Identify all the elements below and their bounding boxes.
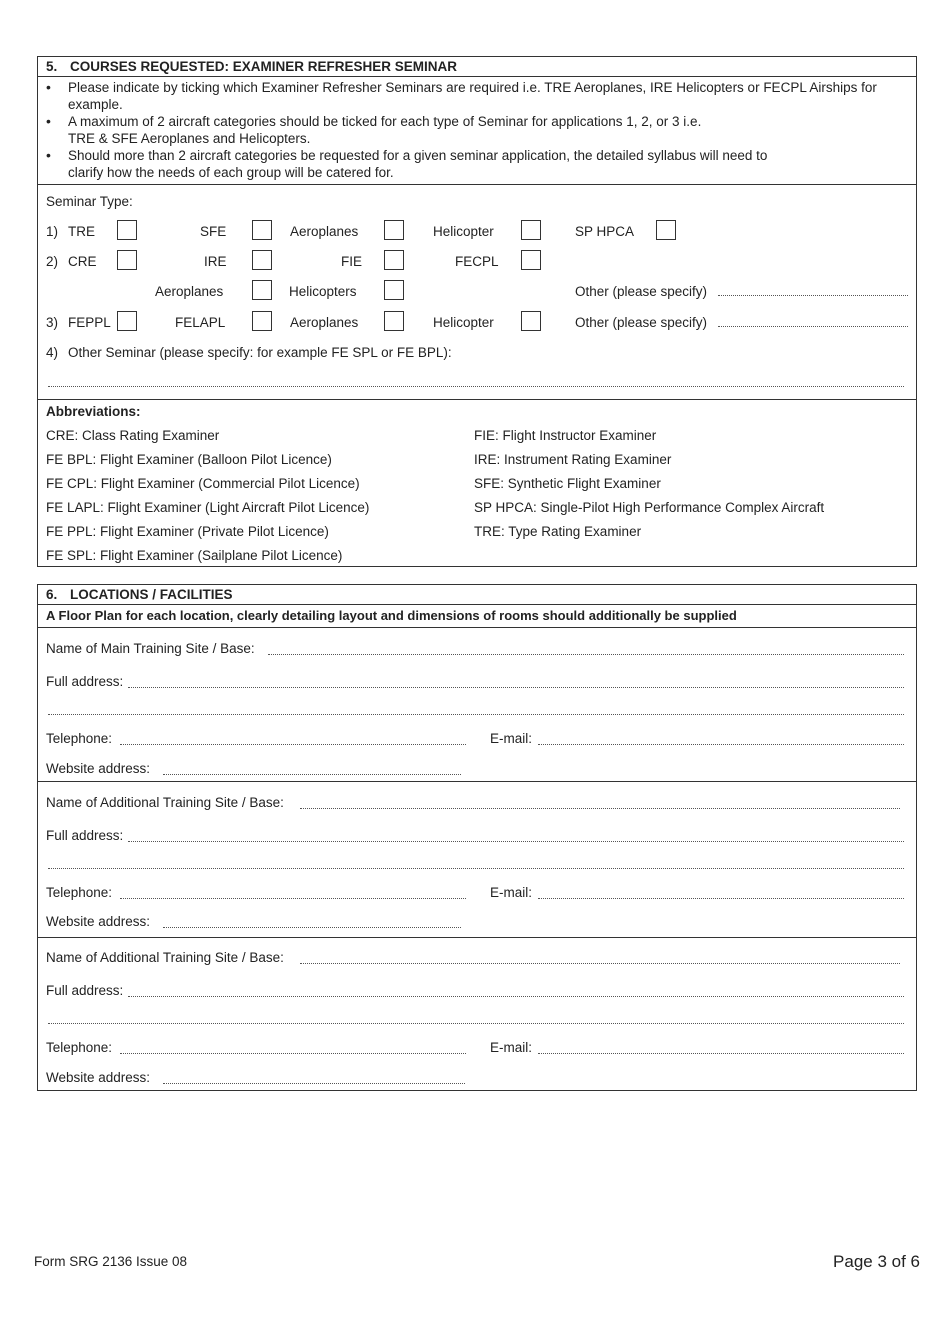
- instruction-bullet: • Please indicate by ticking which Examiner Refresher Seminars are required i.e. TRE Aeroplanes, IRE Helicopters or FECPL Airships for example.: [68, 79, 912, 113]
- training-site-main: [38, 628, 916, 782]
- aeroplanes-checkbox[interactable]: [384, 311, 404, 331]
- row-number: 3): [46, 315, 59, 330]
- section-title: COURSES REQUESTED: EXAMINER REFRESHER SEMINAR: [70, 59, 458, 74]
- email-label: E-mail:: [490, 731, 533, 746]
- website-line[interactable]: [163, 774, 461, 775]
- option-fecpl-label: FECPL: [455, 254, 499, 269]
- email-line[interactable]: [538, 744, 904, 745]
- abbreviation-item: FE LAPL: Flight Examiner (Light Aircraft Pilot Licence): [46, 500, 370, 515]
- abbreviation-item: FE BPL: Flight Examiner (Balloon Pilot Licence): [46, 452, 332, 467]
- address-label: Full address:: [46, 828, 124, 843]
- telephone-line[interactable]: [120, 1053, 466, 1054]
- abbreviations-title: Abbreviations:: [46, 404, 141, 419]
- other-specify-line[interactable]: [718, 326, 908, 327]
- address-line-2[interactable]: [48, 1023, 904, 1024]
- website-label: Website address:: [46, 761, 151, 776]
- site-name-label: Name of Additional Training Site / Base:: [46, 795, 284, 810]
- website-label: Website address:: [46, 1070, 151, 1085]
- telephone-label: Telephone:: [46, 1040, 113, 1055]
- option-ire-label: IRE: [204, 254, 227, 269]
- website-line[interactable]: [163, 927, 461, 928]
- site-name-line[interactable]: [268, 654, 904, 655]
- option-felapl-label: FELAPL: [175, 315, 226, 330]
- address-line-2[interactable]: [48, 714, 904, 715]
- abbreviation-item: FE PPL: Flight Examiner (Private Pilot Licence): [46, 524, 329, 539]
- floor-plan-note: A Floor Plan for each location, clearly detailing layout and dimensions of rooms should additionally be supplied: [38, 605, 916, 628]
- site-name-line[interactable]: [300, 808, 900, 809]
- section-title: LOCATIONS / FACILITIES: [70, 587, 233, 602]
- option-aeroplanes-label: Aeroplanes: [290, 315, 359, 330]
- aeroplanes-checkbox[interactable]: [252, 280, 272, 300]
- section-6-header: [38, 585, 916, 605]
- ire-checkbox[interactable]: [252, 250, 272, 270]
- helicopter-checkbox[interactable]: [521, 311, 541, 331]
- site-name-label: Name of Additional Training Site / Base:: [46, 950, 284, 965]
- address-line[interactable]: [128, 687, 904, 688]
- telephone-line[interactable]: [120, 744, 466, 745]
- sp-hpca-checkbox[interactable]: [656, 220, 676, 240]
- telephone-label: Telephone:: [46, 731, 113, 746]
- abbreviation-item: FIE: Flight Instructor Examiner: [474, 428, 657, 443]
- site-name-label: Name of Main Training Site / Base:: [46, 641, 255, 656]
- other-specify-label: Other (please specify): [575, 284, 708, 299]
- option-tre-label: TRE: [68, 224, 95, 239]
- option-helicopters-label: Helicopters: [289, 284, 357, 299]
- other-seminar-line[interactable]: [48, 386, 904, 387]
- abbreviation-item: IRE: Instrument Rating Examiner: [474, 452, 672, 467]
- section-number: 6.: [46, 587, 58, 602]
- option-helicopter-label: Helicopter: [433, 224, 494, 239]
- row-number: 2): [46, 254, 59, 269]
- option-sfe-label: SFE: [200, 224, 227, 239]
- address-line[interactable]: [128, 841, 904, 842]
- telephone-label: Telephone:: [46, 885, 113, 900]
- website-line[interactable]: [163, 1083, 465, 1084]
- email-label: E-mail:: [490, 1040, 533, 1055]
- email-line[interactable]: [538, 1053, 904, 1054]
- sfe-checkbox[interactable]: [252, 220, 272, 240]
- abbreviation-item: TRE: Type Rating Examiner: [474, 524, 642, 539]
- email-line[interactable]: [538, 898, 904, 899]
- helicopters-checkbox[interactable]: [384, 280, 404, 300]
- option-fie-label: FIE: [341, 254, 363, 269]
- cre-checkbox[interactable]: [117, 250, 137, 270]
- helicopter-checkbox[interactable]: [521, 220, 541, 240]
- row-number: 1): [46, 224, 59, 239]
- abbreviation-item: FE SPL: Flight Examiner (Sailplane Pilot Licence): [46, 548, 343, 563]
- other-specify-label: Other (please specify): [575, 315, 708, 330]
- section-6: [37, 584, 917, 1091]
- email-label: E-mail:: [490, 885, 533, 900]
- abbreviation-item: CRE: Class Rating Examiner: [46, 428, 220, 443]
- other-seminar-label: Other Seminar (please specify: for example FE SPL or FE BPL):: [68, 345, 452, 360]
- abbreviations: [38, 400, 916, 566]
- aeroplanes-checkbox[interactable]: [384, 220, 404, 240]
- instruction-bullet: • A maximum of 2 aircraft categories should be ticked for each type of Seminar for applications 1, 2, or 3 i.e. TRE & SFE Aeroplanes and Helicopters.: [68, 113, 912, 147]
- seminar-type-label: Seminar Type:: [46, 194, 133, 209]
- option-aeroplanes-label: Aeroplanes: [290, 224, 359, 239]
- option-feppl-label: FEPPL: [68, 315, 111, 330]
- fie-checkbox[interactable]: [384, 250, 404, 270]
- section-5-header: [38, 57, 916, 77]
- feppl-checkbox[interactable]: [117, 311, 137, 331]
- felapl-checkbox[interactable]: [252, 311, 272, 331]
- instructions: [38, 77, 916, 185]
- abbreviation-item: FE CPL: Flight Examiner (Commercial Pilot Licence): [46, 476, 360, 491]
- page-number: Page 3 of 6: [833, 1252, 920, 1271]
- address-label: Full address:: [46, 674, 124, 689]
- form-number: Form SRG 2136 Issue 08: [34, 1254, 188, 1269]
- option-aeroplanes-label: Aeroplanes: [155, 284, 224, 299]
- seminar-type-area: [38, 185, 916, 400]
- training-site-additional: [38, 782, 916, 938]
- address-line-2[interactable]: [48, 868, 904, 869]
- row-number: 4): [46, 345, 59, 360]
- training-site-additional: [38, 938, 916, 1090]
- address-label: Full address:: [46, 983, 124, 998]
- abbreviation-item: SP HPCA: Single-Pilot High Performance Complex Aircraft: [474, 500, 825, 515]
- section-number: 5.: [46, 59, 58, 74]
- fecpl-checkbox[interactable]: [521, 250, 541, 270]
- tre-checkbox[interactable]: [117, 220, 137, 240]
- option-cre-label: CRE: [68, 254, 97, 269]
- abbreviation-item: SFE: Synthetic Flight Examiner: [474, 476, 661, 491]
- other-specify-line[interactable]: [718, 295, 908, 296]
- address-line[interactable]: [128, 996, 904, 997]
- website-label: Website address:: [46, 914, 151, 929]
- section-5: [37, 56, 917, 567]
- instruction-bullet: • Should more than 2 aircraft categories be requested for a given seminar application, the detailed syllabus will need to clarify how the needs of each group will be catered for.: [68, 147, 912, 181]
- telephone-line[interactable]: [120, 898, 466, 899]
- option-helicopter-label: Helicopter: [433, 315, 494, 330]
- site-name-line[interactable]: [300, 963, 900, 964]
- option-sp-hpca-label: SP HPCA: [575, 224, 635, 239]
